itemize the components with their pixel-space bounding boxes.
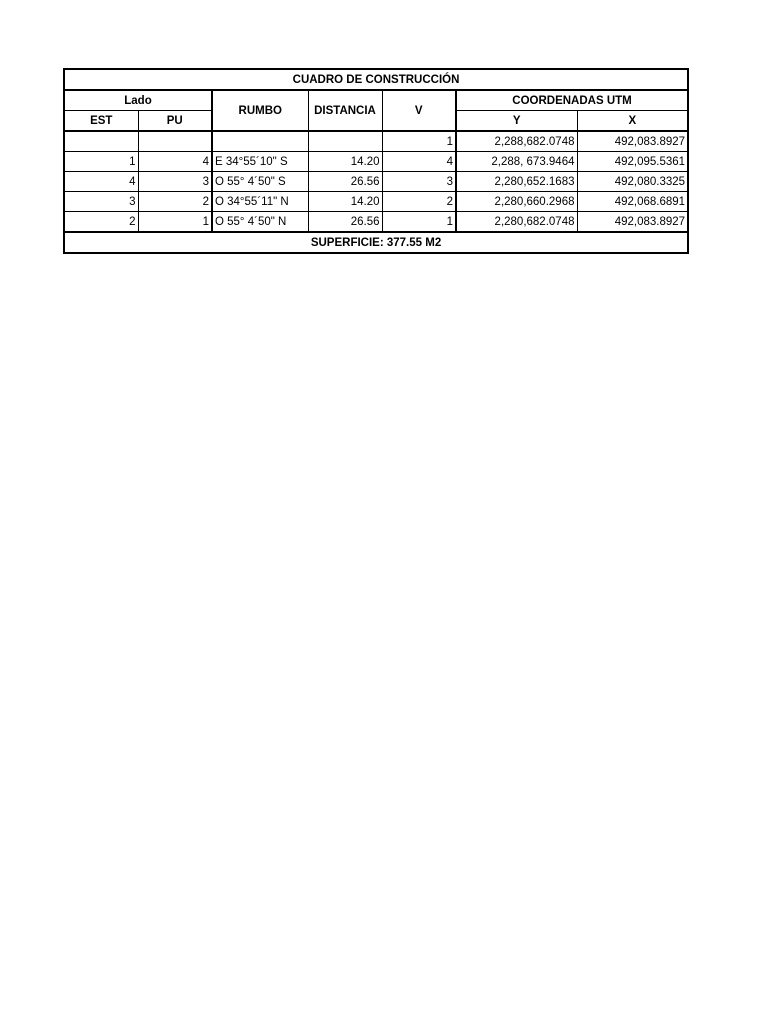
cell-distancia: 26.56	[308, 212, 382, 233]
cell-x: 492,080.3325	[577, 172, 688, 192]
cell-v: 2	[382, 192, 456, 212]
header-pu: PU	[138, 111, 212, 132]
construction-table	[63, 68, 689, 254]
cell-pu: 1	[138, 212, 212, 233]
cell-x: 492,095.5361	[577, 152, 688, 172]
cell-v: 4	[382, 152, 456, 172]
cell-pu	[138, 131, 212, 152]
cell-v: 3	[382, 172, 456, 192]
cell-rumbo: O 55° 4´50" N	[212, 212, 308, 233]
header-distancia: DISTANCIA	[308, 90, 382, 131]
table-row	[64, 131, 688, 152]
header-y: Y	[456, 111, 577, 132]
cell-rumbo: O 34°55´11" N	[212, 192, 308, 212]
cell-x: 492,083.8927	[577, 212, 688, 233]
cell-distancia	[308, 131, 382, 152]
superficie-total: SUPERFICIE: 377.55 M2	[64, 232, 688, 253]
cell-distancia: 14.20	[308, 152, 382, 172]
cell-y: 2,288, 673.9464	[456, 152, 577, 172]
table-title: CUADRO DE CONSTRUCCIÓN	[64, 69, 688, 90]
cell-pu: 2	[138, 192, 212, 212]
cell-est: 1	[64, 152, 138, 172]
table-row	[64, 152, 688, 172]
cell-y: 2,280,682.0748	[456, 212, 577, 233]
header-lado: Lado	[64, 90, 212, 111]
header-x: X	[577, 111, 688, 132]
cell-rumbo: E 34°55´10" S	[212, 152, 308, 172]
cell-distancia: 26.56	[308, 172, 382, 192]
cell-pu: 3	[138, 172, 212, 192]
cell-x: 492,083.8927	[577, 131, 688, 152]
header-est: EST	[64, 111, 138, 132]
header-v: V	[382, 90, 456, 131]
cell-distancia: 14.20	[308, 192, 382, 212]
table-row	[64, 192, 688, 212]
cell-v: 1	[382, 212, 456, 233]
cell-y: 2,280,660.2968	[456, 192, 577, 212]
cell-v: 1	[382, 131, 456, 152]
header-rumbo: RUMBO	[212, 90, 308, 131]
cell-y: 2,280,652.1683	[456, 172, 577, 192]
cell-est	[64, 131, 138, 152]
cell-rumbo	[212, 131, 308, 152]
table-row	[64, 172, 688, 192]
cell-est: 2	[64, 212, 138, 233]
cell-y: 2,288,682.0748	[456, 131, 577, 152]
cell-est: 3	[64, 192, 138, 212]
table-row	[64, 212, 688, 233]
cell-pu: 4	[138, 152, 212, 172]
cell-rumbo: O 55° 4´50" S	[212, 172, 308, 192]
header-coordenadas: COORDENADAS UTM	[456, 90, 688, 111]
cell-x: 492,068.6891	[577, 192, 688, 212]
cell-est: 4	[64, 172, 138, 192]
